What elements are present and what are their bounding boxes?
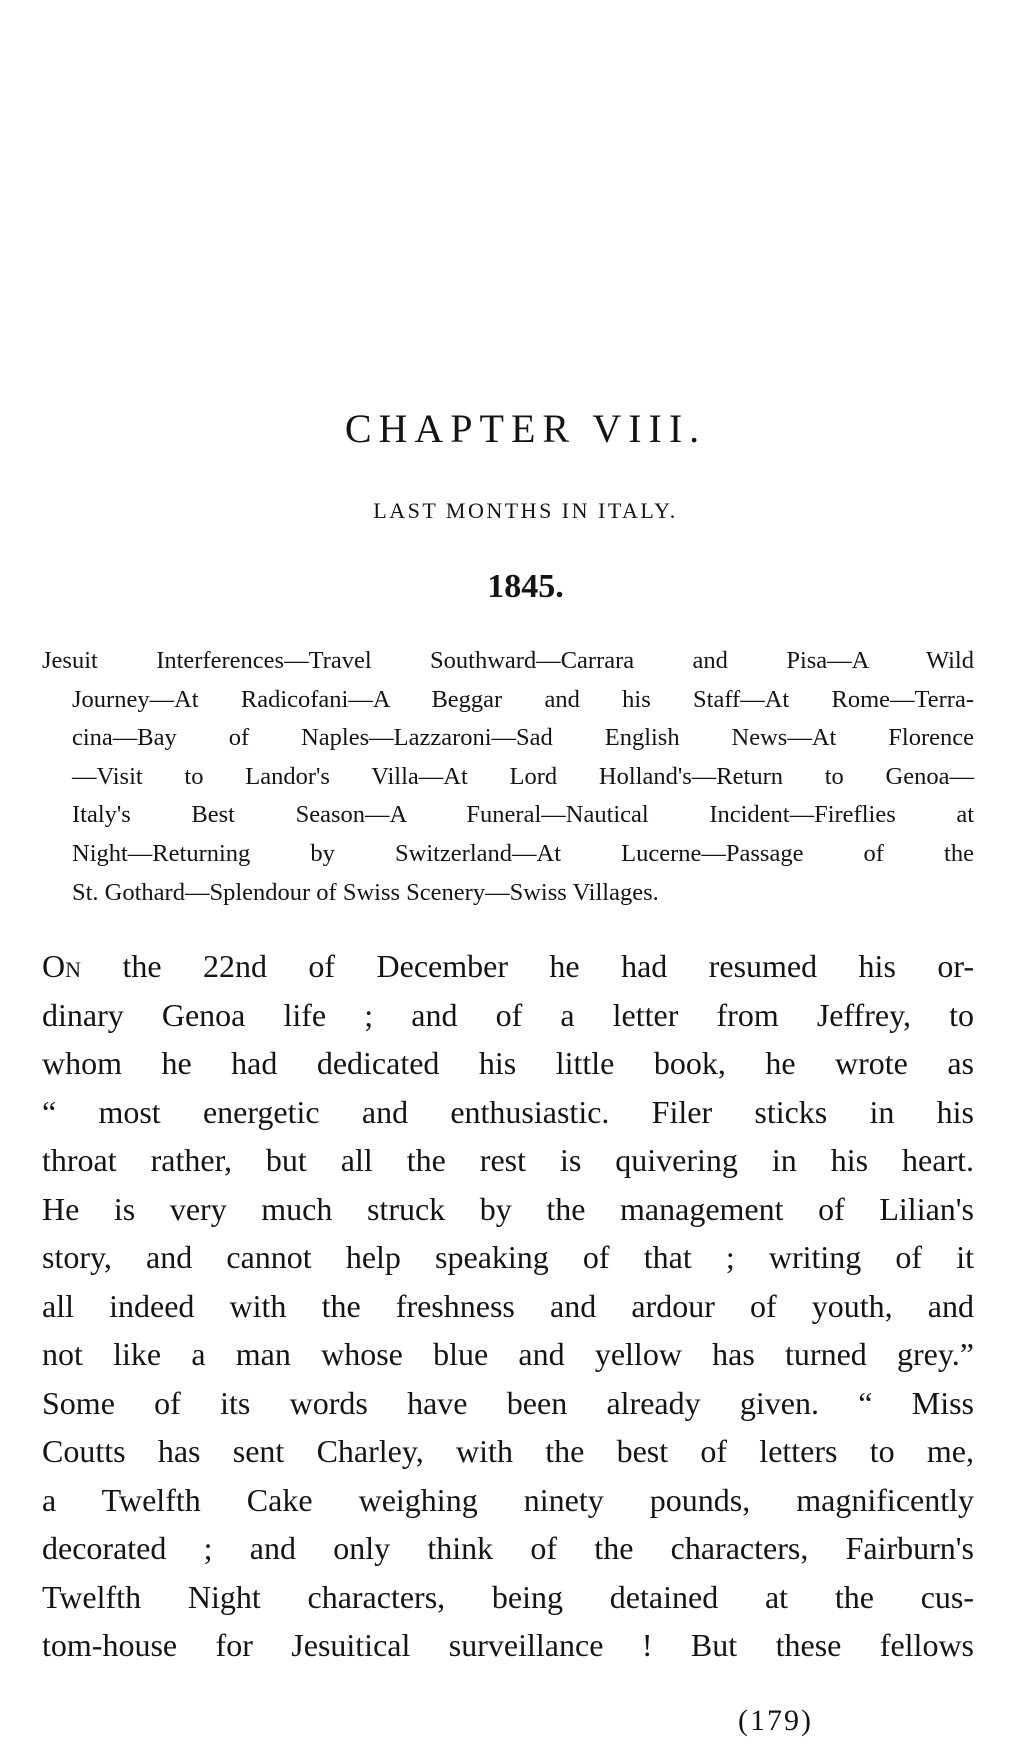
synopsis-line: Night—Returning by Switzerland—At Lucerne—Passage of the bbox=[72, 839, 974, 867]
body-line: not like a man whose blue and yellow has turned grey.” bbox=[42, 1336, 974, 1372]
chapter-subtitle: LAST MONTHS IN ITALY. bbox=[373, 498, 678, 523]
body-line: He is very much struck by the management of Lilian's bbox=[42, 1190, 974, 1227]
body-line bbox=[42, 942, 974, 991]
body-line: dinary Genoa life ; and of a letter from Jeffrey, to bbox=[42, 996, 974, 1033]
body-line: story, and cannot help speaking of that ; writing of it bbox=[42, 1239, 974, 1275]
body-line: decorated ; and only think of the characters, Fairburn's bbox=[42, 1530, 974, 1566]
body-line: all indeed with the freshness and ardour of youth, and bbox=[42, 1287, 974, 1324]
chapter-synopsis bbox=[42, 642, 974, 912]
chapter-title: CHAPTER VIII. bbox=[344, 406, 707, 451]
body-line: Coutts has sent Charley, with the best of letters to me, bbox=[42, 1433, 974, 1469]
opening-word: On bbox=[42, 948, 81, 984]
body-line: Some of its words have been already given. “ Miss bbox=[42, 1384, 974, 1421]
opening-line-text: the 22nd of December he had resumed his or- bbox=[122, 948, 975, 984]
synopsis-line: —Visit to Landor's Villa—At Lord Holland's—Return to Genoa— bbox=[72, 762, 974, 790]
chapter-year: 1845. bbox=[487, 568, 564, 605]
body-line: a Twelfth Cake weighing ninety pounds, magnificently bbox=[42, 1481, 974, 1518]
body-line: Twelfth Night characters, being detained at the cus- bbox=[42, 1578, 974, 1615]
synopsis-line: Journey—At Radicofani—A Beggar and his Staff—At Rome—Terra- bbox=[72, 685, 974, 713]
synopsis-line: Jesuit Interferences—Travel Southward—Carrara and Pisa—A Wild bbox=[42, 647, 974, 674]
body-line: tom-house for Jesuitical surveillance ! But these fellows bbox=[42, 1627, 974, 1663]
body-line: throat rather, but all the rest is quivering in his heart. bbox=[42, 1142, 974, 1178]
page-number: (179) bbox=[738, 1704, 813, 1737]
synopsis-line: cina—Bay of Naples—Lazzaroni—Sad English News—At Florence bbox=[72, 724, 974, 752]
synopsis-line: Italy's Best Season—A Funeral—Nautical Incident—Fireflies at bbox=[72, 801, 974, 829]
body-line: whom he had dedicated his little book, he wrote as bbox=[42, 1045, 974, 1081]
synopsis-line: St. Gothard—Splendour of Swiss Scenery—Swiss Villages. bbox=[72, 878, 659, 906]
body-line: “ most energetic and enthusiastic. Filer sticks in his bbox=[42, 1093, 974, 1130]
body-text bbox=[42, 942, 974, 1670]
